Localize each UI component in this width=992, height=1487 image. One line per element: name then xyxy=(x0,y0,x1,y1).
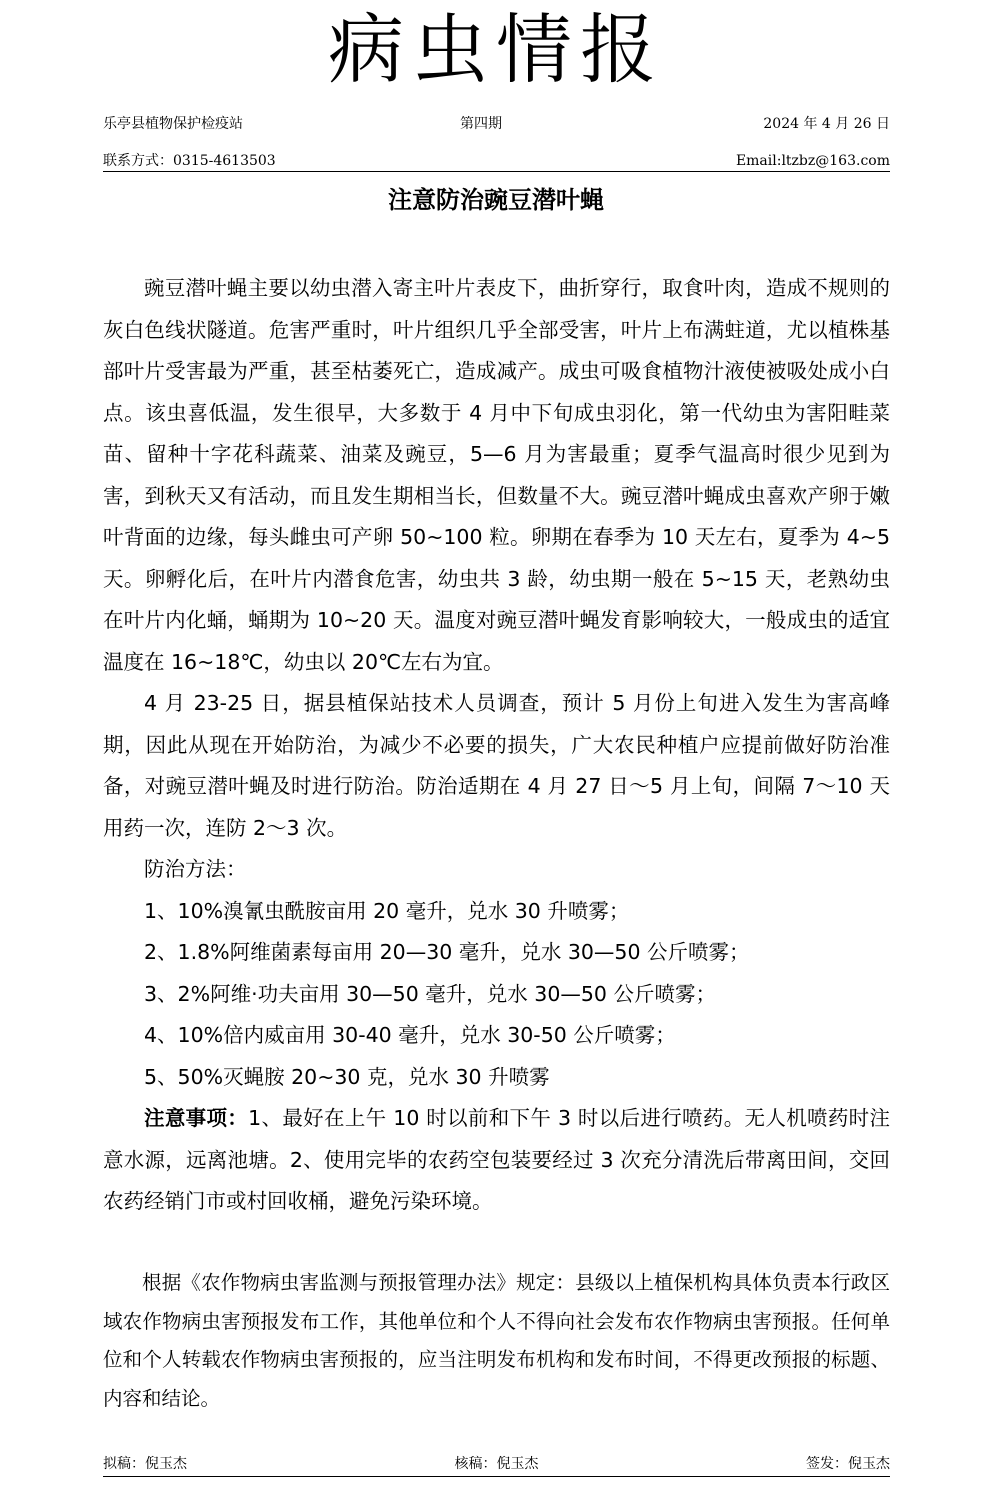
paragraph-forecast: 4 月 23-25 日，据县植保站技术人员调查，预计 5 月份上旬进入发生为害高峰期，因此从现在开始防治，为减少不必要的损失，广大农民种植户应提前做好防治准备，对豌豆潜叶蝇及时进行防治。防治适期在 4 月 27 日～5 月上旬，间隔 7～10 天用药一次，连防 2～3 次。 xyxy=(103,691,890,840)
legal-notice: 根据《农作物病虫害监测与预报管理办法》规定：县级以上植保机构具体负责本行政区域农作物病虫害预报发布工作，其他单位和个人不得向社会发布农作物病虫害预报。任何单位和个人转载农作物病虫害预报的，应当注明发布机构和发布时间，不得更改预报的标题、内容和结论。 xyxy=(103,1271,890,1410)
article-headline: 注意防治豌豆潜叶蝇 xyxy=(388,186,604,214)
signed-by: 签发：倪玉杰 xyxy=(806,1456,890,1472)
method-item: 5、50%灭蝇胺 20~30 克，兑水 30 升喷雾 xyxy=(144,1064,550,1089)
notice-paragraph xyxy=(103,1098,890,1223)
masthead-title: 病虫情报 xyxy=(328,5,664,94)
issue-date: 2024 年 4 月 26 日 xyxy=(763,116,890,132)
contact-email[interactable]: Email:ltzbz@163.com xyxy=(735,153,890,169)
contact-row xyxy=(103,151,890,172)
methods-title: 防治方法： xyxy=(144,857,247,881)
article-body xyxy=(103,268,890,1223)
issuing-org: 乐亭县植物保护检疫站 xyxy=(103,116,243,132)
method-item: 2、1.8%阿维菌素每亩用 20—30 毫升，兑水 30—50 公斤喷雾； xyxy=(144,940,750,964)
issue-number: 第四期 xyxy=(460,116,502,132)
meta-row xyxy=(103,114,890,134)
method-item: 3、2%阿维·功夫亩用 30—50 毫升，兑水 30—50 公斤喷雾； xyxy=(144,981,716,1006)
checked-by: 核稿：倪玉杰 xyxy=(454,1456,539,1472)
method-item: 1、10%溴氰虫酰胺亩用 20 毫升，兑水 30 升喷雾； xyxy=(144,898,630,923)
drafted-by: 拟稿：倪玉杰 xyxy=(103,1456,187,1472)
paragraph-biology: 豌豆潜叶蝇主要以幼虫潜入寄主叶片表皮下，曲折穿行，取食叶肉，造成不规则的灰白色线状隧道。危害严重时，叶片组织几乎全部受害，叶片上布满蛀道，尤以植株基部叶片受害最为严重，甚至枯萎死亡，造成减产。成虫可吸食植物汁液使被吸处成小白点。该虫喜低温，发生很早，大多数于 4 月中下旬成虫羽化，第一代幼虫为害阳畦菜苗、留种十字花科蔬菜、油菜及豌豆，5—6 月为害最重；夏季气温高时很少见到为害，到秋天又有活动，而且发生期相当长，但数量不大。豌豆潜叶蝇成虫喜欢产卵于嫩叶背面的边缘，每头雌虫可产卵 50~100 粒。卵期在春季为 10 天左右，夏季为 4~5 天。卵孵化后，在叶片内潜食危害，幼虫共 3 龄，幼虫期一般在 5~15 天，老熟幼虫在叶片内化蛹，蛹期为 10~20 天。温度对豌豆潜叶蝇发育影响较大，一般成虫的适宜温度在 16~18℃，幼虫以 20℃左右为宜。 xyxy=(103,276,890,674)
footer-signoff xyxy=(103,1454,890,1477)
notice-text: 1、最好在上午 10 时以前和下午 3 时以后进行喷药。无人机喷药时注意水源，远离池塘。2、使用完毕的农药空包装要经过 3 次充分清洗后带离田间，交回农药经销门市或村回收桶，避免污染环境。 xyxy=(103,1106,890,1213)
notice-label: 注意事项： xyxy=(144,1106,249,1130)
method-item: 4、10%倍内威亩用 30-40 毫升，兑水 30-50 公斤喷雾； xyxy=(144,1023,676,1047)
contact-phone: 联系方式：0315-4613503 xyxy=(103,153,276,169)
